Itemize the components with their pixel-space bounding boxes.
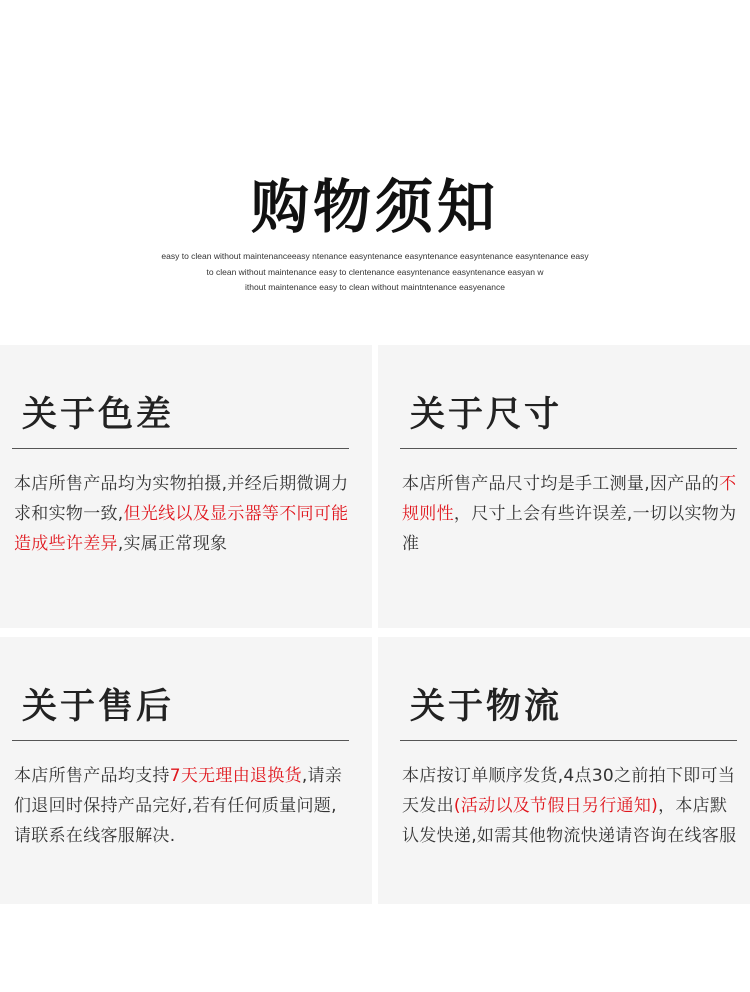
card-title: 关于物流 — [410, 687, 563, 727]
subtitle-block — [0, 249, 750, 296]
body-text: ，本店默认发快递,如需其他物流快递请咨询在线客服 — [402, 796, 737, 846]
body-text: 本店所售产品均支持 — [14, 766, 170, 786]
card-after-sales — [0, 637, 372, 904]
body-text: 本店按订单顺序发货,4点30之前拍下即可当天发出 — [402, 766, 736, 816]
divider — [12, 448, 349, 449]
body-text: 本店所售产品均为实物拍摄,并经后期微调力求和实物一致, — [14, 474, 349, 524]
body-highlight: 但光线以及显示器等不同可能造成些许差异 — [14, 504, 349, 554]
subtitle-line: ithout maintenance easy to clean without maintntenance easyenance — [245, 282, 505, 292]
card-body — [402, 469, 742, 559]
body-text: ,实属正常现象 — [117, 534, 228, 554]
card-logistics — [378, 637, 750, 904]
card-body — [14, 761, 354, 851]
card-size — [378, 345, 750, 628]
page-title: 购物须知 — [250, 173, 499, 241]
card-title: 关于色差 — [22, 395, 175, 435]
card-color-difference — [0, 345, 372, 628]
divider — [400, 740, 737, 741]
divider — [12, 740, 349, 741]
card-body — [402, 761, 742, 851]
card-title: 关于售后 — [22, 687, 175, 727]
subtitle-line: easy to clean without maintenanceeasy ntenance easyntenance easyntenance easyntenance easyntenance easy — [161, 251, 589, 261]
body-highlight: 不规则性 — [402, 474, 737, 524]
body-text: ，尺寸上会有些许误差,一切以实物为准 — [402, 504, 737, 554]
body-text: ,请亲们退回时保持产品完好,若有任何质量问题,请联系在线客服解决. — [14, 766, 343, 846]
body-highlight: 7天无理由退换货 — [169, 766, 302, 786]
body-text: 本店所售产品尺寸均是手工测量,因产品的 — [402, 474, 720, 494]
divider — [400, 448, 737, 449]
card-title: 关于尺寸 — [410, 395, 563, 435]
body-highlight: (活动以及节假日另行通知) — [453, 796, 659, 816]
card-body — [14, 469, 354, 559]
subtitle-line: to clean without maintenance easy to clentenance easyntenance easyntenance easyan w — [206, 266, 544, 277]
